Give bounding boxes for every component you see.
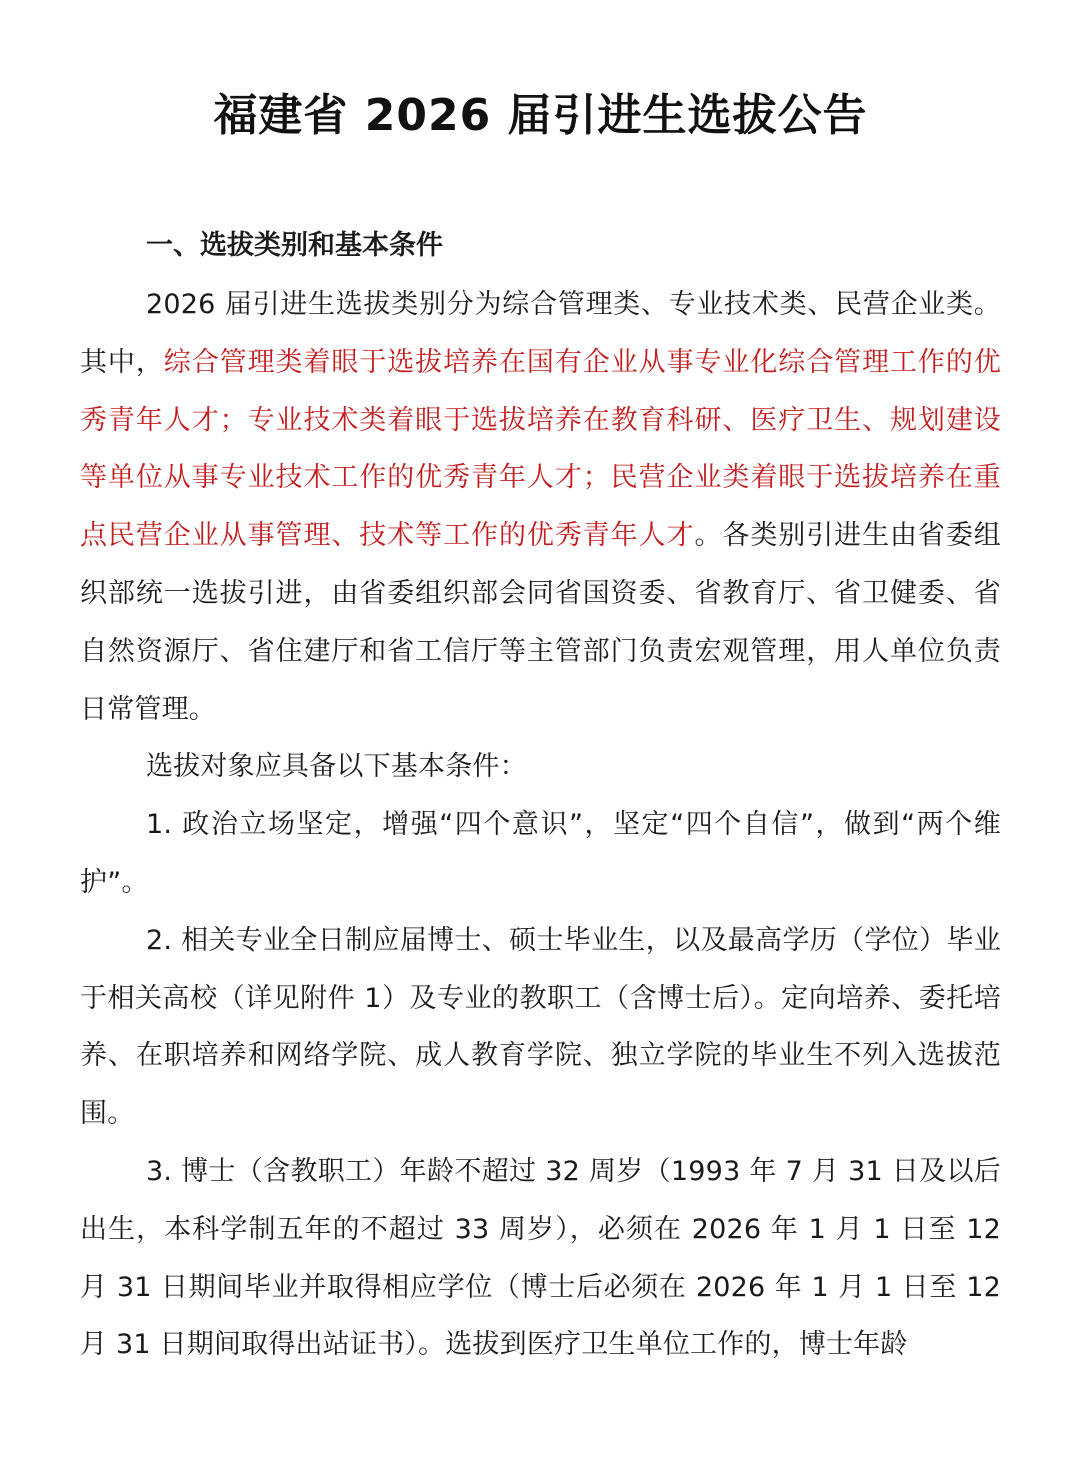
highlighted-text: 综合管理类着眼于选拔培养在国有企业从事专业化综合管理工作的优秀青年人才；专业技术类着眼于选拔培养在教育科研、医疗卫生、规划建设等单位从事专业技术工作的优秀青年人才；民营企业类着眼于选拔培养在重点民营企业从事管理、技术等工作的优秀青年人才: [80, 346, 1001, 552]
paragraph-categories: [80, 276, 1001, 738]
condition-item-1: 1. 政治立场坚定，增强“四个意识”，坚定“四个自信”，做到“两个维护”。: [80, 809, 1001, 898]
paragraph-conditions-intro: 选拔对象应具备以下基本条件：: [146, 751, 527, 783]
condition-item-3: 3. 博士（含教职工）年龄不超过 32 周岁（1993 年 7 月 31 日及以后出生，本科学制五年的不超过 33 周岁），必须在 2026 年 1 月 1 日至 12 月 31 日期间毕业并取得相应学位（博士后必须在 2026 年 1 月 1 日至 12 月 31 日期间取得出站证书）。选拔到医疗卫生单位工作的，博士年龄: [80, 1155, 1001, 1361]
paragraph-text: 。各类别引进生由省委组织部统一选拔引进，由省委组织部会同省国资委、省教育厅、省卫健委、省自然资源厅、省住建厅和省工信厅等主管部门负责宏观管理，用人单位负责日常管理。: [80, 520, 1001, 725]
document-title: 福建省 2026 届引进生选拔公告: [213, 90, 868, 141]
paragraph-text: 2026 届引进生选拔类别分为综合管理类、专业技术类、民营企业类。其中，: [80, 289, 1001, 378]
section-heading: 一、选拔类别和基本条件: [146, 230, 443, 261]
condition-item-2: 2. 相关专业全日制应届博士、硕士毕业生，以及最高学历（学位）毕业于相关高校（详见附件 1）及专业的教职工（含博士后）。定向培养、委托培养、在职培养和网络学院、成人教育学院、独立学院的毕业生不列入选拔范围。: [80, 924, 1001, 1130]
